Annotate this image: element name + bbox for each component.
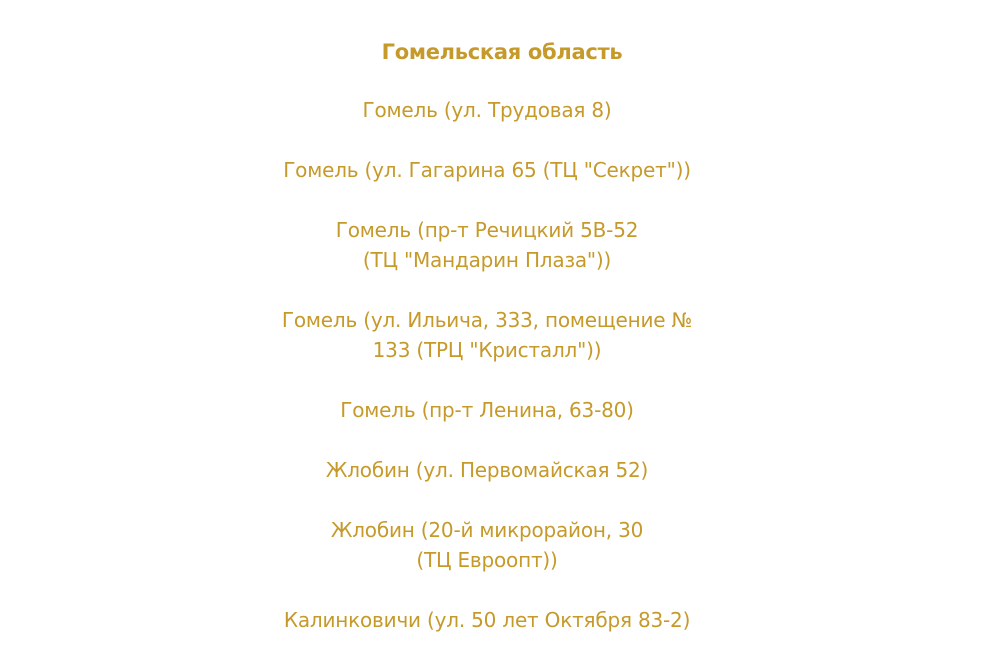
address-line: Жлобин (ул. Первомайская 52) [325, 458, 649, 482]
address-line: Гомель (ул. Гагарина 65 (ТЦ "Секрет")) [283, 158, 691, 182]
address-line: Гомель (ул. Ильича, 333, помещение № [281, 308, 693, 332]
address-item-3 [262, 215, 712, 275]
address-item-7 [262, 515, 712, 575]
region-title: Гомельская область [381, 40, 623, 64]
address-line: (ТЦ "Мандарин Плаза")) [362, 248, 612, 272]
address-item-1 [262, 95, 712, 125]
address-item-4 [262, 305, 712, 365]
address-item-8 [262, 605, 712, 635]
address-item-6 [262, 455, 712, 485]
address-line: Гомель (пр-т Речицкий 5В-52 [335, 218, 639, 242]
address-line: Калинковичи (ул. 50 лет Октября 83-2) [283, 608, 691, 632]
address-line: (ТЦ Евроопт)) [416, 548, 558, 572]
address-item-2 [262, 155, 712, 185]
address-line: Гомель (ул. Трудовая 8) [362, 98, 612, 122]
address-line: Гомель (пр-т Ленина, 63-80) [340, 398, 634, 422]
address-line: 133 (ТРЦ "Кристалл")) [372, 338, 602, 362]
address-item-5 [262, 395, 712, 425]
address-line: Жлобин (20-й микрорайон, 30 [330, 518, 644, 542]
